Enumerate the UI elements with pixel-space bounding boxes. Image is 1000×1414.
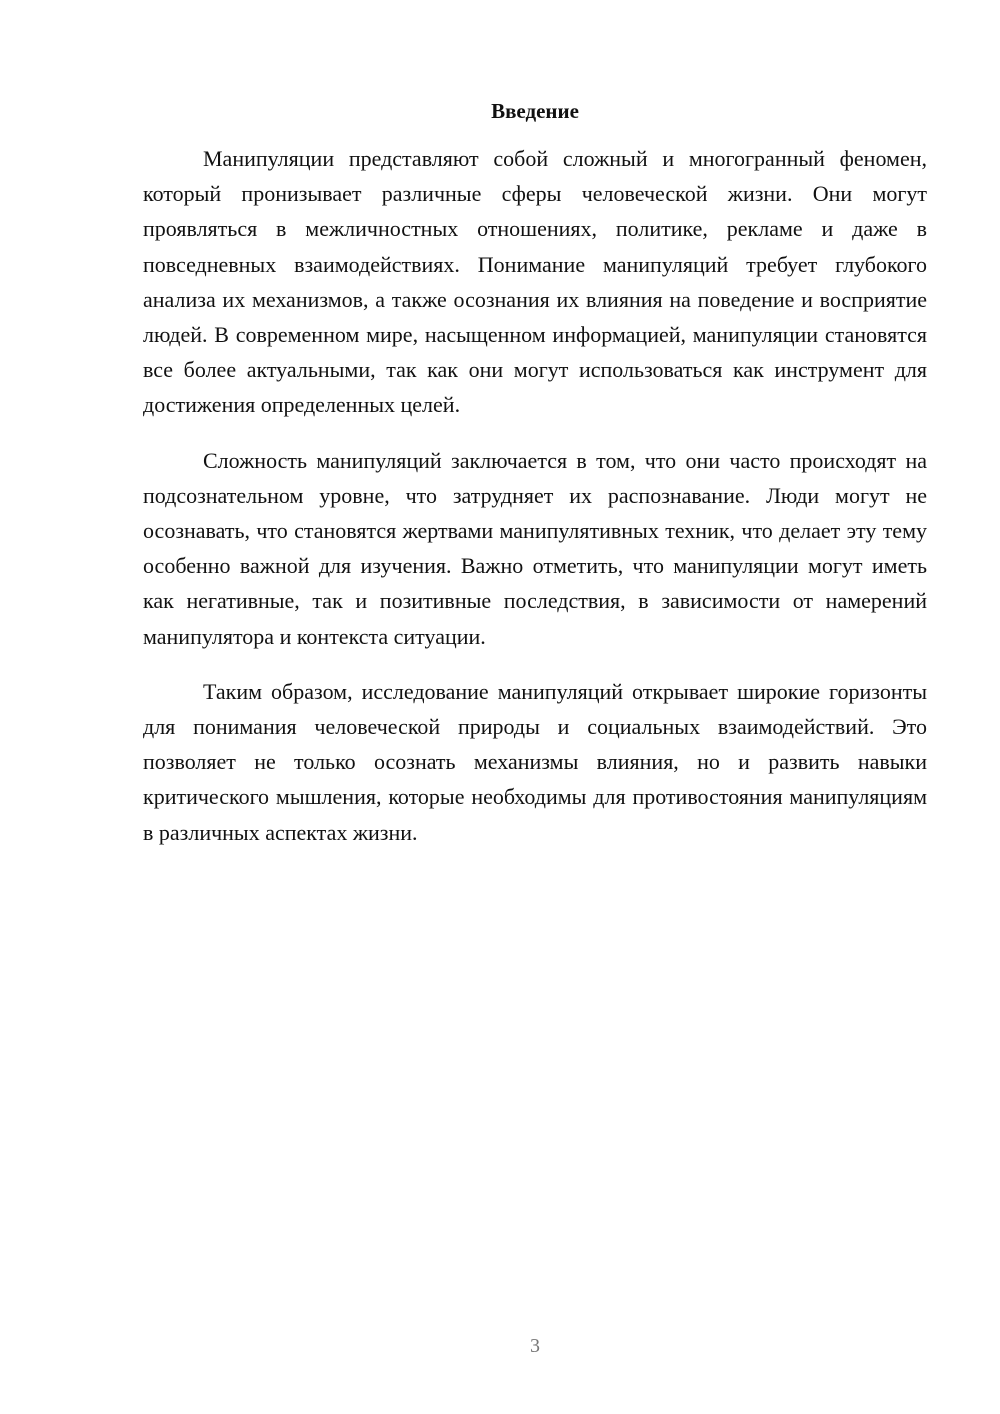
body-text: [143, 141, 927, 870]
paragraph-3: Таким образом, исследование манипуляций открывает широкие горизонты для понимания человеческой природы и социальных взаимодействий. Это позволяет не только осознать механизмы влияния, но и развить навыки критического мышления, которые необходимы для противостояния манипуляциям в различных аспектах жизни.: [143, 678, 927, 845]
paragraph-2: Сложность манипуляций заключается в том, что они часто происходят на подсознательном уровне, что затрудняет их распознавание. Люди могут не осознавать, что становятся жертвами манипулятивных техник, что делает эту тему особенно важной для изучения. Важно отметить, что манипуляции могут иметь как негативные, так и позитивные последствия, в зависимости от намерений манипулятора и контекста ситуации.: [143, 447, 927, 649]
paragraph-1: Манипуляции представляют собой сложный и многогранный феномен, который пронизывает различные сферы человеческой жизни. Они могут проявляться в межличностных отношениях, политике, рекламе и даже в повседневных взаимодействиях. Понимание манипуляций требует глубокого анализа их механизмов, а также осознания их влияния на поведение и восприятие людей. В современном мире, насыщенном информацией, манипуляции становятся все более актуальными, так как они могут использоваться как инструмент для достижения определенных целей.: [143, 146, 927, 418]
page-number: 3: [530, 1335, 540, 1357]
section-heading: Введение: [491, 99, 579, 123]
